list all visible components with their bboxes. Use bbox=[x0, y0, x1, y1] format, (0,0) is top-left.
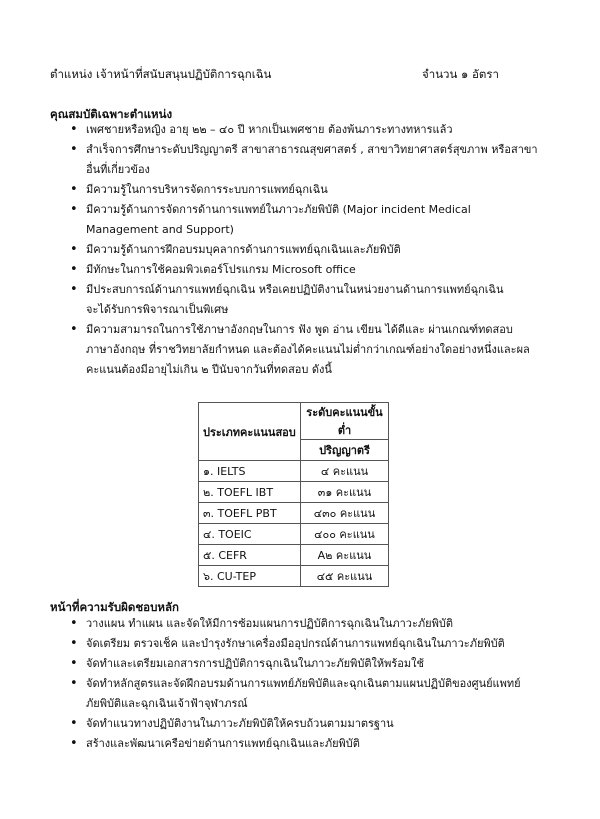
score-test-name: ๓. TOEFL PBT bbox=[199, 503, 301, 524]
list-item bbox=[64, 614, 550, 634]
list-item-line: ภาษาอังกฤษ ที่ราชวิทยาลัยกำหนด และต้องได้คะแนนไม่ต่ำกว่าเกณฑ์อย่างใดอย่างหนึ่งและผล bbox=[86, 343, 530, 356]
score-test-name: ๑. IELTS bbox=[199, 461, 301, 482]
list-item bbox=[64, 634, 550, 654]
list-item-line: จะได้รับการพิจารณาเป็นพิเศษ bbox=[86, 303, 229, 316]
list-item-line: จัดทำหลักสูตรและจัดฝึกอบรมด้านการแพทย์ภัยพิบัติและฉุกเฉินตามแผนปฏิบัติของศูนย์แพทย์ bbox=[86, 677, 521, 690]
score-min-value: ๔ คะแนน bbox=[301, 461, 389, 482]
score-table-header-row bbox=[199, 403, 389, 440]
list-item bbox=[64, 140, 550, 180]
list-item-line: Management and Support) bbox=[86, 223, 234, 236]
list-item-line: เพศชายหรือหญิง อายุ ๒๒ – ๔๐ ปี หากเป็นเพศชาย ต้องพ้นภาระทางทหารแล้ว bbox=[86, 123, 453, 136]
position-title: ตำแหน่ง เจ้าหน้าที่สนับสนุนปฏิบัติการฉุกเฉิน bbox=[50, 67, 272, 81]
duties-heading: หน้าที่ความรับผิดชอบหลัก bbox=[50, 600, 179, 614]
list-item bbox=[64, 120, 550, 140]
list-item-line: ภัยพิบัติและฉุกเฉินเจ้าฟ้าจุฬาภรณ์ bbox=[86, 697, 248, 710]
duties-list bbox=[64, 614, 550, 754]
score-min-value: ๔๓๐ คะแนน bbox=[301, 503, 389, 524]
score-row bbox=[199, 482, 389, 503]
qualifications-list bbox=[64, 120, 550, 380]
score-row bbox=[199, 545, 389, 566]
score-test-name: ๔. TOEIC bbox=[199, 524, 301, 545]
score-min-value: ๓๑ คะแนน bbox=[301, 482, 389, 503]
list-item bbox=[64, 180, 550, 200]
score-row bbox=[199, 461, 389, 482]
score-row bbox=[199, 524, 389, 545]
position-count: จำนวน ๑ อัตรา bbox=[422, 67, 499, 81]
list-item bbox=[64, 734, 550, 754]
list-item bbox=[64, 200, 550, 240]
list-item-line: มีความรู้ด้านการฝึกอบรมบุคลากรด้านการแพทย์ฉุกเฉินและภัยพิบัติ bbox=[86, 243, 401, 256]
list-item-line: จัดเตรียม ตรวจเช็ค และบำรุงรักษาเครื่องมืออุปกรณ์ด้านการแพทย์ฉุกเฉินในภาวะภัยพิบัติ bbox=[86, 637, 505, 650]
list-item-line: สำเร็จการศึกษาระดับปริญญาตรี สาขาสาธารณสุขศาสตร์ , สาขาวิทยาศาสตร์สุขภาพ หรือสาขา bbox=[86, 143, 538, 156]
score-min-value: A๒ คะแนน bbox=[301, 545, 389, 566]
score-test-name: ๖. CU-TEP bbox=[199, 566, 301, 587]
list-item bbox=[64, 654, 550, 674]
score-min-value: ๔๐๐ คะแนน bbox=[301, 524, 389, 545]
list-item bbox=[64, 240, 550, 260]
list-item bbox=[64, 320, 550, 380]
list-item-line: คะแนนต้องมีอายุไม่เกิน ๒ ปีนับจากวันที่ทดสอบ ดังนี้ bbox=[86, 363, 332, 376]
list-item-line: อื่นที่เกี่ยวข้อง bbox=[86, 163, 150, 176]
list-item-line: มีความสามารถในการใช้ภาษาอังกฤษในการ ฟัง พูด อ่าน เขียน ได้ดีและ ผ่านเกณฑ์ทดสอบ bbox=[86, 323, 513, 336]
list-item bbox=[64, 674, 550, 714]
list-item bbox=[64, 260, 550, 280]
score-type-header: ประเภทคะแนนสอบ bbox=[199, 403, 301, 461]
qualifications-heading: คุณสมบัติเฉพาะตำแหน่ง bbox=[50, 107, 173, 121]
list-item-line: สร้างและพัฒนาเครือข่ายด้านการแพทย์ฉุกเฉินและภัยพิบัติ bbox=[86, 737, 360, 750]
list-item-line: มีความรู้ในการบริหารจัดการระบบการแพทย์ฉุกเฉิน bbox=[86, 183, 328, 196]
list-item-line: จัดทำแนวทางปฏิบัติงานในภาวะภัยพิบัติให้ครบถ้วนตามมาตรฐาน bbox=[86, 717, 394, 730]
list-item bbox=[64, 714, 550, 734]
score-row bbox=[199, 566, 389, 587]
list-item-line: มีความรู้ด้านการจัดการด้านการแพทย์ในภาวะภัยพิบัติ (Major incident Medical bbox=[86, 203, 471, 216]
score-table bbox=[198, 402, 389, 587]
list-item-line: มีทักษะในการใช้คอมพิวเตอร์โปรแกรม Microsoft office bbox=[86, 263, 356, 276]
list-item-line: มีประสบการณ์ด้านการแพทย์ฉุกเฉิน หรือเคยปฏิบัติงานในหน่วยงานด้านการแพทย์ฉุกเฉิน bbox=[86, 283, 504, 296]
list-item bbox=[64, 280, 550, 320]
position-row bbox=[50, 66, 550, 84]
score-test-name: ๒. TOEFL IBT bbox=[199, 482, 301, 503]
score-min-value: ๔๕ คะแนน bbox=[301, 566, 389, 587]
score-row bbox=[199, 503, 389, 524]
list-item-line: วางแผน ทำแผน และจัดให้มีการซ้อมแผนการปฏิบัติการฉุกเฉินในภาวะภัยพิบัติ bbox=[86, 617, 453, 630]
list-item-line: จัดทำและเตรียมเอกสารการปฏิบัติการฉุกเฉินในภาวะภัยพิบัติให้พร้อมใช้ bbox=[86, 657, 424, 670]
degree-subheader: ปริญญาตรี bbox=[301, 440, 389, 461]
score-test-name: ๕. CEFR bbox=[199, 545, 301, 566]
min-score-header: ระดับคะแนนขั้นต่ำ bbox=[301, 403, 389, 440]
